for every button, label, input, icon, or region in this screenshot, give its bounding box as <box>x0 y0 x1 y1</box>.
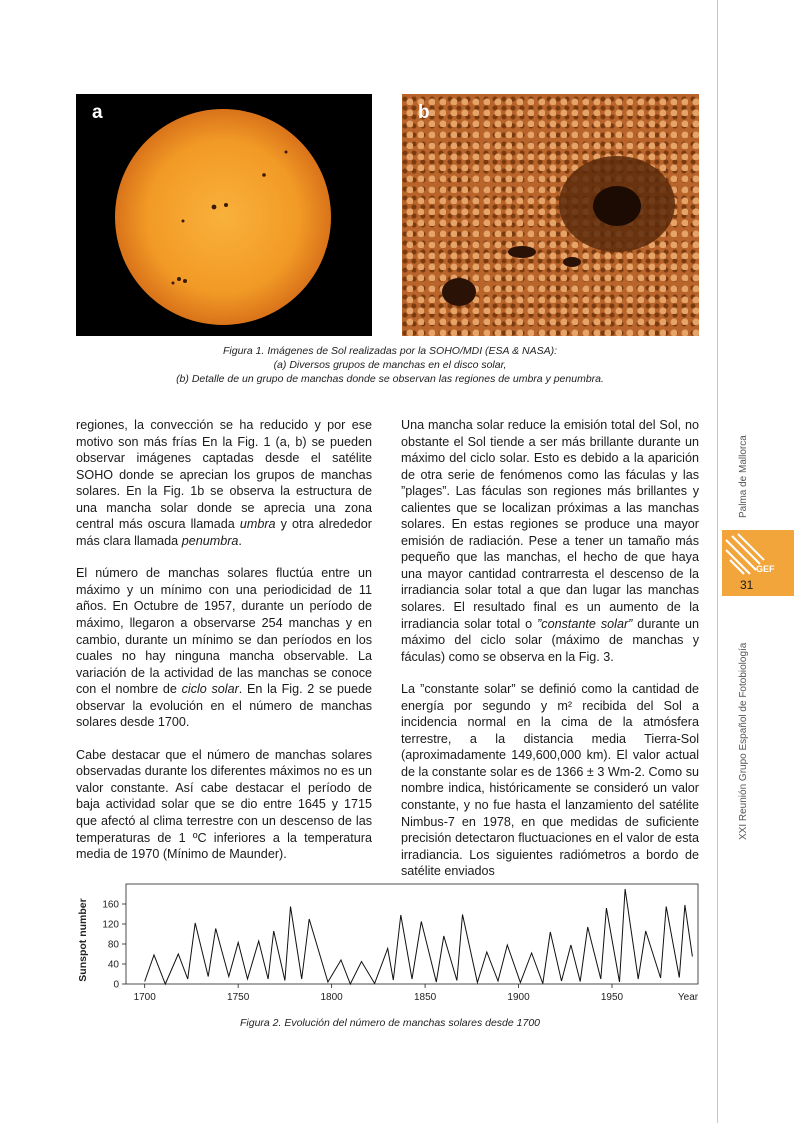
sunspot-detail-image <box>402 94 699 336</box>
sidebar-meeting-title: XXI Reunión Grupo Español de Fotobiología <box>738 642 749 840</box>
figure-1-caption <box>70 344 710 386</box>
left-paragraph-3: Cabe destacar que el número de manchas solares observadas durante los diferentes máximos no es un valor constante. Así cabe destacar el período de baja actividad solar que se dio entre 1645 y 1715 que afectó al clima terrestre con un descenso de las temperaturas de 1 ºC inferiores a la temperatura media de 1970 (Mínimo de Maunder). <box>76 747 372 862</box>
right-paragraph-1 <box>401 417 699 665</box>
x-tick-label: 1700 <box>133 992 156 1003</box>
page-number: 31 <box>740 578 754 592</box>
term-penumbra: penumbra <box>181 533 239 548</box>
left-p2-text-b: . En la Fig. 2 se puede observar la evolución en el número de manchas solares desde 1700. <box>76 682 372 730</box>
figure-1-caption-line-1: Figura 1. Imágenes de Sol realizadas por la SOHO/MDI (ESA & NASA): <box>223 345 557 357</box>
left-paragraph-2 <box>76 565 372 730</box>
sunspot-series-line <box>145 889 693 984</box>
y-tick-label: 120 <box>102 919 119 931</box>
sunspot-detail-graphic <box>402 94 699 336</box>
y-tick-label: 160 <box>102 899 119 911</box>
right-text-column <box>401 417 699 880</box>
y-tick-label: 40 <box>107 959 119 971</box>
x-tick-label: 1950 <box>600 992 624 1003</box>
sidebar-divider <box>717 0 718 1123</box>
left-p1-text-c: . <box>238 533 242 548</box>
x-tick-label: 1800 <box>320 992 343 1003</box>
right-p1-text-a: Una mancha solar reduce la emisión total del Sol, no obstante el Sol tiende a ser más brillante durante un máximo del ciclo solar. Esto es debido a la aparición de otra serie de fenómenos como las fáculas y las ”plages”. Las fáculas son regiones más brillantes y calientes que se localizan próximas a las manchas solares. En estas regiones se produce una mayor emisión de radiación. Pese a tener un tamaño más pequeño que las manchas, el hecho de que haya una mayor cantidad contrarresta el descenso de la irradiancia solar total a que dan lugar las manchas solares. El resultado final es un aumento de la irradiancia solar total o <box>401 418 699 631</box>
gef-logo-text: GEF <box>756 564 775 574</box>
figure-2-caption: Figura 2. Evolución del número de manchas solares desde 1700 <box>239 1017 540 1029</box>
left-p1-text-b: y otra alrededor más clara llamada <box>76 517 372 548</box>
right-p1-text-b: durante un máximo del ciclo solar (máximo de manchas y fáculas) como se observa en la Fig. 3. <box>401 616 699 664</box>
right-paragraph-2: La ”constante solar” se definió como la cantidad de energía por segundo y m² recibida del Sol a incidencia normal en la cima de la atmósfera terrestre, a la distancia media Tierra-Sol (aproximadamente 149,600,000 km). El valor actual de la constante solar es de 1366 ± 3 Wm-2. Como su nombre indica, históricamente se consideró un valor constante, y no fue hasta el lanzamiento del satélite Nimbus-7 en 1978, en que medidas de suficiente precisión detectaron fluctuaciones en el valor de esta irradiancia. Los siguientes radiómetros a bordo de satélite enviados <box>401 682 699 879</box>
y-axis-label: Sunspot number <box>77 898 89 982</box>
y-tick-label: 0 <box>113 979 119 991</box>
gef-logo-graphic <box>722 530 794 596</box>
sun-disk-image <box>76 94 372 336</box>
panel-a-label: a <box>92 102 103 123</box>
term-constante-solar: ”constante solar” <box>537 616 633 631</box>
figure-1-caption-line-2: (a) Diversos grupos de manchas en el disco solar, <box>273 359 507 371</box>
left-p1-text-a: regiones, la convección se ha reducido y por ese motivo son más frías En la Fig. 1 (a, b) se pueden observar imágenes captadas desde el satélite SOHO donde se aprecian los grupos de manchas solares. En la Fig. 1b se observa la estructura de una mancha solar donde se aprecia una zona central más oscura llamada <box>76 418 372 532</box>
sidebar-location: Palma de Mallorca <box>738 435 749 518</box>
left-p2-text-a: El número de manchas solares fluctúa entre un máximo y un mínimo con una periodicidad de 11 años. En Octubre de 1957, durante un período de máximo, llegaron a observarse 254 manchas y en cambio, durante un mínimo se dan períodos en los cuales no hay ninguna mancha observable. La variación de la actividad de las manchas se conoce con el nombre de <box>76 566 372 697</box>
x-tick-label: 1750 <box>227 992 250 1003</box>
x-axis-ticks <box>134 984 699 1003</box>
term-umbra: umbra <box>239 517 276 532</box>
y-axis-ticks <box>102 900 126 991</box>
sunspot-chart <box>72 878 704 1008</box>
y-tick-label: 80 <box>107 939 119 951</box>
x-tick-label: 1850 <box>413 992 437 1003</box>
panel-b-label: b <box>418 102 430 123</box>
figure-1-caption-line-3: (b) Detalle de un grupo de manchas donde se observan las regiones de umbra y penumbra. <box>176 373 604 385</box>
term-ciclo-solar: ciclo solar <box>181 682 239 697</box>
x-axis-label: Year <box>677 992 699 1003</box>
left-text-column <box>76 417 372 863</box>
gef-logo <box>722 530 794 596</box>
sun-disk-graphic <box>76 94 372 336</box>
left-paragraph-1 <box>76 417 372 549</box>
plot-frame <box>126 884 698 984</box>
x-tick-label: 1900 <box>507 992 530 1003</box>
